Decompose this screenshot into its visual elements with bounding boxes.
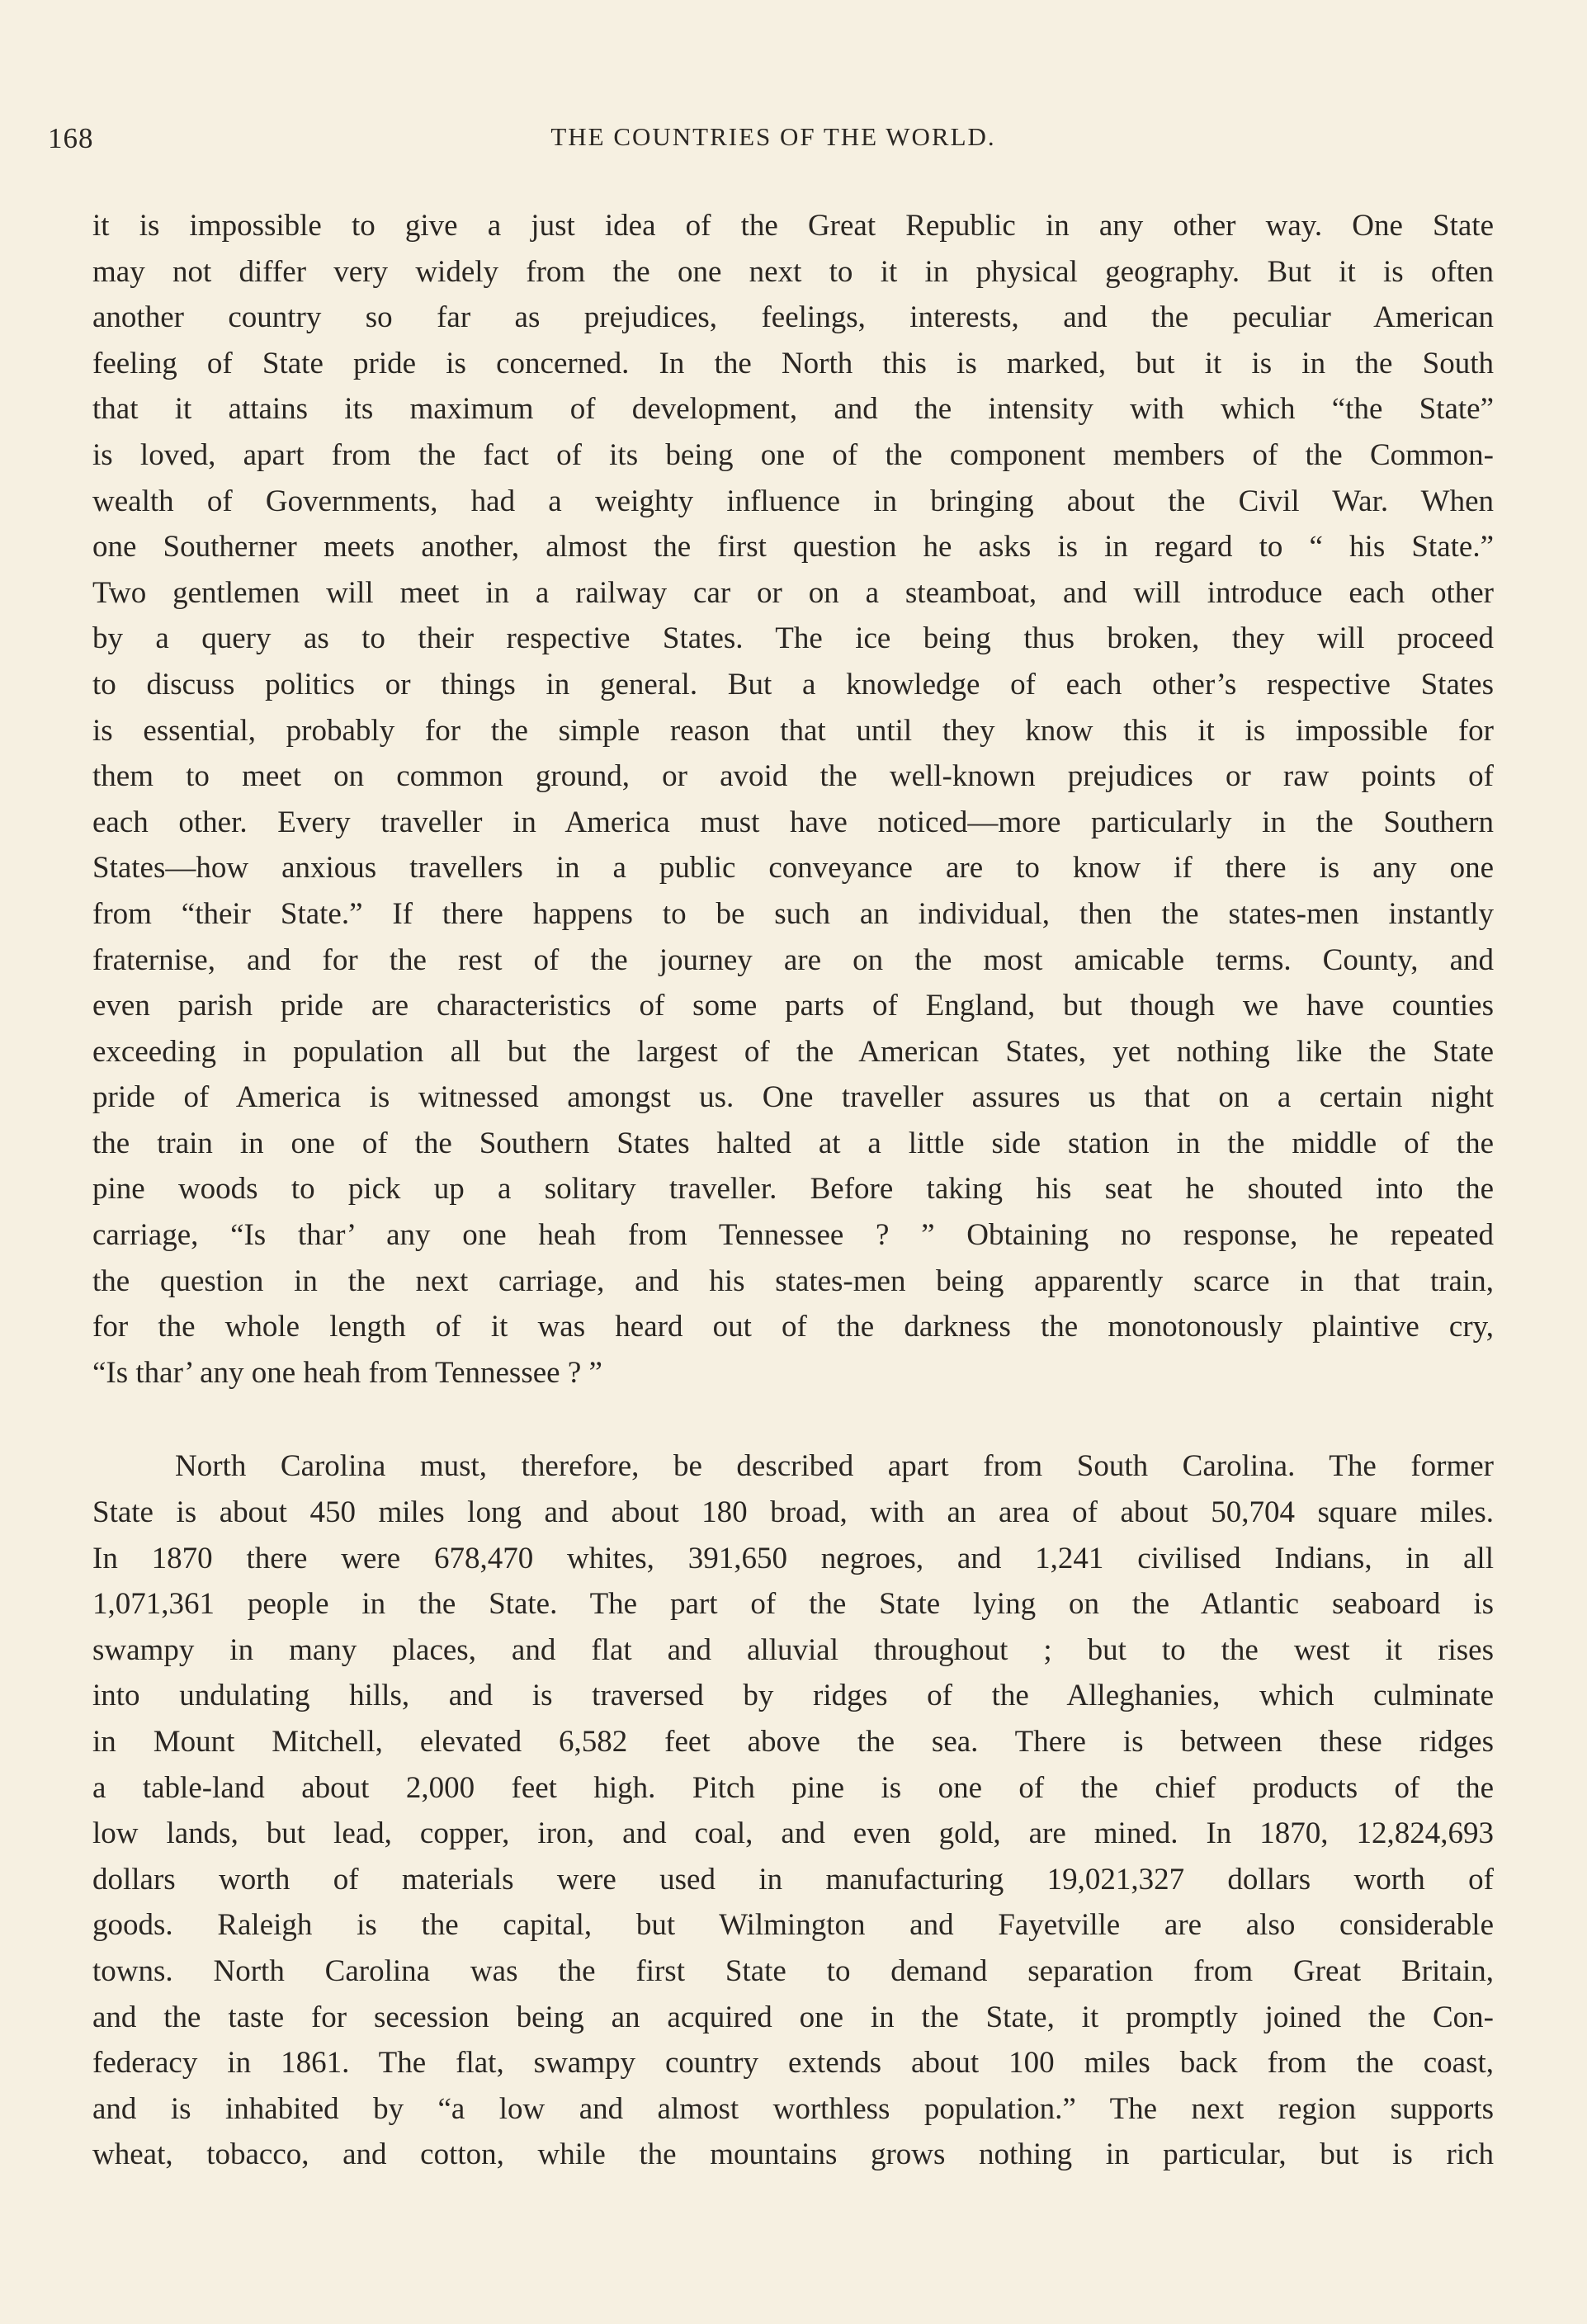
text-line: State is about 450 miles long and about 180 broad, with an area of about 50,704 square miles. <box>92 1495 1494 1530</box>
body-text <box>92 203 1494 2178</box>
text-line: that it attains its maximum of development, and the intensity with which “the State” <box>92 392 1494 427</box>
text-line: may not differ very widely from the one next to it in physical geography. But it is often <box>92 254 1494 289</box>
text-line: in Mount Mitchell, elevated 6,582 feet above the sea. There is between these ridges <box>92 1725 1494 1759</box>
text-line: exceeding in population all but the largest of the American States, yet nothing like the State <box>92 1034 1494 1069</box>
text-line: for the whole length of it was heard out of the darkness the monotonously plaintive cry, <box>92 1310 1494 1344</box>
text-line: the question in the next carriage, and his states-men being apparently scarce in that train, <box>92 1264 1494 1298</box>
text-line: towns. North Carolina was the first State to demand separation from Great Britain, <box>92 1953 1494 1988</box>
text-line: pride of America is witnessed amongst us. One traveller assures us that on a certain night <box>92 1080 1494 1115</box>
text-line: feeling of State pride is concerned. In the North this is marked, but it is in the South <box>92 346 1494 380</box>
text-line: from “their State.” If there happens to be such an individual, then the states-men instantly <box>92 896 1494 931</box>
text-line: into undulating hills, and is traversed by ridges of the Alleghanies, which culminate <box>92 1679 1494 1713</box>
text-line: one Southerner meets another, almost the first question he asks is in regard to “ his State.” <box>92 530 1494 564</box>
text-line: federacy in 1861. The flat, swampy country extends about 100 miles back from the coast, <box>92 2046 1494 2081</box>
text-line: and is inhabited by “a low and almost worthless population.” The next region supports <box>92 2091 1494 2126</box>
text-line: another country so far as prejudices, feelings, interests, and the peculiar American <box>92 300 1494 335</box>
text-line: fraternise, and for the rest of the journey are on the most amicable terms. County, and <box>92 942 1494 977</box>
text-line: each other. Every traveller in America must have noticed—more particularly in the Southern <box>92 805 1494 839</box>
text-line: 1,071,361 people in the State. The part of the State lying on the Atlantic seaboard is <box>92 1587 1494 1622</box>
text-line: Two gentlemen will meet in a railway car or on a steamboat, and will introduce each other <box>92 575 1494 610</box>
text-line: carriage, “Is thar’ any one heah from Tennessee ? ” Obtaining no response, he repeated <box>92 1218 1494 1253</box>
paragraph-north-carolina <box>92 1443 1494 2178</box>
text-line: and the taste for secession being an acquired one in the State, it promptly joined the Con- <box>92 2000 1494 2034</box>
text-line: goods. Raleigh is the capital, but Wilmington and Fayetville are also considerable <box>92 1908 1494 1943</box>
text-line: is loved, apart from the fact of its being one of the component members of the Common- <box>92 437 1494 472</box>
text-line: In 1870 there were 678,470 whites, 391,650 negroes, and 1,241 civilised Indians, in all <box>92 1541 1494 1575</box>
text-line: it is impossible to give a just idea of the Great Republic in any other way. One State <box>92 209 1494 243</box>
text-line: a table-land about 2,000 feet high. Pitch pine is one of the chief products of the <box>92 1770 1494 1805</box>
text-line: by a query as to their respective States. The ice being thus broken, they will proceed <box>92 621 1494 656</box>
text-line: pine woods to pick up a solitary traveller. Before taking his seat he shouted into the <box>92 1172 1494 1207</box>
page-number: 168 <box>48 122 94 154</box>
text-line: them to meet on common ground, or avoid the well-known prejudices or raw points of <box>92 759 1494 794</box>
text-line: low lands, but lead, copper, iron, and coal, and even gold, are mined. In 1870, 12,824,693 <box>92 1816 1494 1851</box>
paragraph-gap <box>92 1396 1494 1443</box>
page-header <box>48 122 1499 163</box>
running-title: THE COUNTRIES OF THE WORLD. <box>550 122 996 151</box>
text-line: to discuss politics or things in general. But a knowledge of each other’s respective States <box>92 667 1494 701</box>
text-line: States—how anxious travellers in a public conveyance are to know if there is any one <box>92 851 1494 886</box>
text-line: “Is thar’ any one heah from Tennessee ? ” <box>92 1355 602 1390</box>
text-line: dollars worth of materials were used in manufacturing 19,021,327 dollars worth of <box>92 1862 1494 1897</box>
text-line: the train in one of the Southern States halted at a little side station in the middle of the <box>92 1126 1494 1160</box>
text-line: even parish pride are characteristics of some parts of England, but though we have counties <box>92 989 1494 1023</box>
text-line: wealth of Governments, had a weighty influence in bringing about the Civil War. When <box>92 484 1494 518</box>
text-line: swampy in many places, and flat and alluvial throughout ; but to the west it rises <box>92 1632 1494 1667</box>
text-line: wheat, tobacco, and cotton, while the mountains grows nothing in particular, but is rich <box>92 2137 1494 2172</box>
text-line: North Carolina must, therefore, be described apart from South Carolina. The former <box>175 1449 1494 1484</box>
text-line: is essential, probably for the simple reason that until they know this it is impossible for <box>92 713 1494 748</box>
paragraph-state-pride <box>92 203 1494 1396</box>
